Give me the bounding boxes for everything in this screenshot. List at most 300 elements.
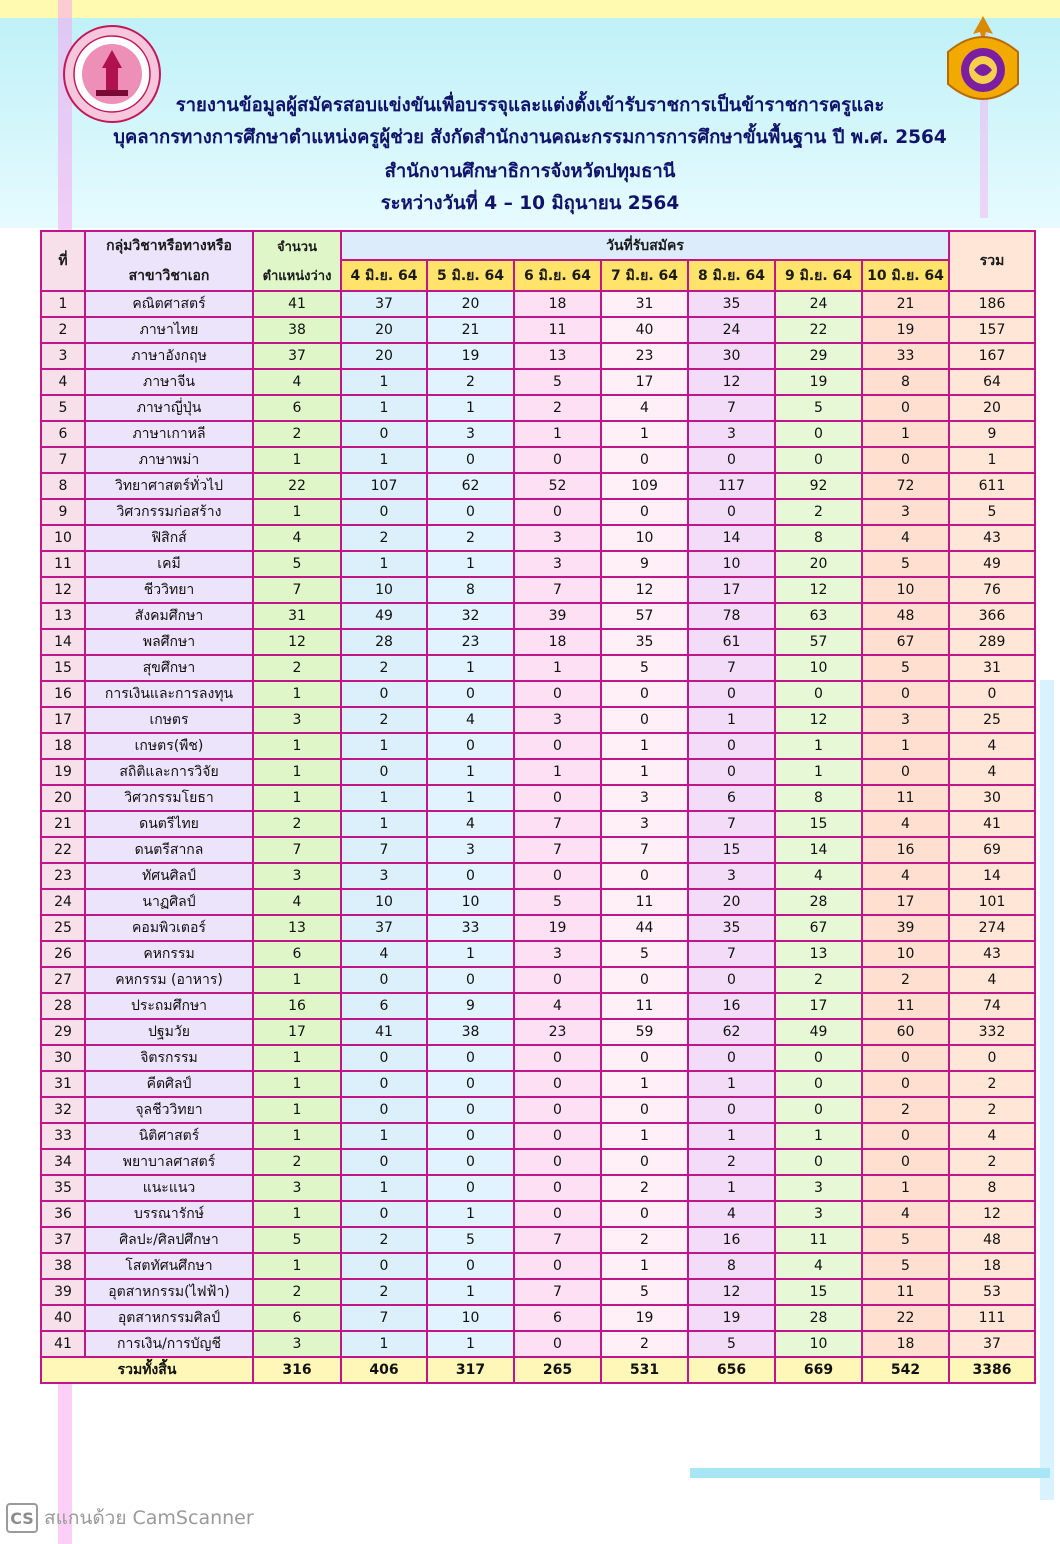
total-vacancies: 316: [253, 1357, 341, 1383]
subject-name: ทัศนศิลป์: [85, 863, 253, 889]
daily-applicant-count: 109: [601, 473, 688, 499]
daily-applicant-count: 12: [688, 1279, 775, 1305]
daily-applicant-count: 8: [862, 369, 949, 395]
table-row: [41, 291, 1035, 317]
daily-applicant-count: 17: [862, 889, 949, 915]
daily-applicant-count: 5: [862, 1227, 949, 1253]
daily-applicant-count: 20: [341, 343, 427, 369]
row-total: 53: [949, 1279, 1035, 1305]
daily-applicant-count: 21: [862, 291, 949, 317]
daily-applicant-count: 0: [601, 1045, 688, 1071]
applicants-table: [40, 230, 1036, 1384]
table-row: [41, 1071, 1035, 1097]
vacancy-count: 17: [253, 1019, 341, 1045]
daily-applicant-count: 1: [862, 1175, 949, 1201]
daily-applicant-count: 0: [688, 1097, 775, 1123]
total-daily-applicants: 406: [341, 1357, 427, 1383]
daily-applicant-count: 1: [688, 1071, 775, 1097]
daily-applicant-count: 59: [601, 1019, 688, 1045]
background-stripe: [690, 1468, 1050, 1478]
table-row: [41, 369, 1035, 395]
daily-applicant-count: 3: [862, 707, 949, 733]
row-total: 37: [949, 1331, 1035, 1357]
vacancy-count: 2: [253, 655, 341, 681]
row-total: 332: [949, 1019, 1035, 1045]
daily-applicant-count: 19: [601, 1305, 688, 1331]
vacancy-count: 16: [253, 993, 341, 1019]
daily-applicant-count: 0: [601, 447, 688, 473]
daily-applicant-count: 11: [862, 785, 949, 811]
daily-applicant-count: 39: [514, 603, 601, 629]
table-row: [41, 655, 1035, 681]
daily-applicant-count: 0: [427, 447, 514, 473]
daily-applicant-count: 11: [862, 993, 949, 1019]
daily-applicant-count: 0: [688, 447, 775, 473]
subject-name: วิทยาศาสตร์ทั่วไป: [85, 473, 253, 499]
row-number: 17: [41, 707, 85, 733]
daily-applicant-count: 1: [775, 759, 862, 785]
daily-applicant-count: 2: [775, 967, 862, 993]
daily-applicant-count: 1: [514, 655, 601, 681]
daily-applicant-count: 35: [601, 629, 688, 655]
daily-applicant-count: 0: [601, 1097, 688, 1123]
subject-name: ภาษาจีน: [85, 369, 253, 395]
row-total: 43: [949, 941, 1035, 967]
daily-applicant-count: 16: [688, 993, 775, 1019]
daily-applicant-count: 107: [341, 473, 427, 499]
daily-applicant-count: 0: [341, 759, 427, 785]
daily-applicant-count: 1: [862, 421, 949, 447]
row-total: 167: [949, 343, 1035, 369]
header-subject-line2: สาขาวิชาเอก: [128, 268, 210, 284]
daily-applicant-count: 30: [688, 343, 775, 369]
daily-applicant-count: 3: [601, 785, 688, 811]
daily-applicant-count: 0: [514, 967, 601, 993]
daily-applicant-count: 0: [775, 1149, 862, 1175]
daily-applicant-count: 4: [862, 1201, 949, 1227]
row-number: 20: [41, 785, 85, 811]
daily-applicant-count: 6: [341, 993, 427, 1019]
row-total: 14: [949, 863, 1035, 889]
daily-applicant-count: 41: [341, 1019, 427, 1045]
daily-applicant-count: 2: [601, 1227, 688, 1253]
daily-applicant-count: 23: [601, 343, 688, 369]
daily-applicant-count: 6: [514, 1305, 601, 1331]
daily-applicant-count: 1: [514, 759, 601, 785]
daily-applicant-count: 0: [514, 1097, 601, 1123]
daily-applicant-count: 0: [862, 681, 949, 707]
vacancy-count: 2: [253, 421, 341, 447]
row-total: 76: [949, 577, 1035, 603]
row-number: 30: [41, 1045, 85, 1071]
header-vacancies-line1: จำนวน: [277, 240, 317, 255]
daily-applicant-count: 10: [862, 941, 949, 967]
daily-applicant-count: 63: [775, 603, 862, 629]
daily-applicant-count: 35: [688, 291, 775, 317]
daily-applicant-count: 40: [601, 317, 688, 343]
daily-applicant-count: 2: [688, 1149, 775, 1175]
daily-applicant-count: 9: [601, 551, 688, 577]
daily-applicant-count: 20: [427, 291, 514, 317]
subject-name: วิศวกรรมโยธา: [85, 785, 253, 811]
background-top-band: [0, 0, 1060, 18]
daily-applicant-count: 2: [514, 395, 601, 421]
daily-applicant-count: 2: [862, 967, 949, 993]
row-number: 31: [41, 1071, 85, 1097]
table-row: [41, 1149, 1035, 1175]
table-row: [41, 1201, 1035, 1227]
subject-name: การเงินและการลงทุน: [85, 681, 253, 707]
row-number: 1: [41, 291, 85, 317]
subject-name: นาฏศิลป์: [85, 889, 253, 915]
daily-applicant-count: 0: [514, 1045, 601, 1071]
row-number: 12: [41, 577, 85, 603]
vacancy-count: 3: [253, 1331, 341, 1357]
vacancy-count: 6: [253, 941, 341, 967]
table-row: [41, 733, 1035, 759]
daily-applicant-count: 1: [775, 733, 862, 759]
daily-applicant-count: 10: [775, 655, 862, 681]
daily-applicant-count: 0: [514, 1149, 601, 1175]
daily-applicant-count: 3: [341, 863, 427, 889]
vacancy-count: 38: [253, 317, 341, 343]
daily-applicant-count: 0: [341, 967, 427, 993]
daily-applicant-count: 1: [341, 369, 427, 395]
daily-applicant-count: 32: [427, 603, 514, 629]
row-number: 34: [41, 1149, 85, 1175]
table-row: [41, 1331, 1035, 1357]
row-number: 27: [41, 967, 85, 993]
header-total: รวม: [949, 231, 1035, 291]
subject-name: พยาบาลศาสตร์: [85, 1149, 253, 1175]
daily-applicant-count: 11: [862, 1279, 949, 1305]
subject-name: ชีววิทยา: [85, 577, 253, 603]
row-number: 13: [41, 603, 85, 629]
daily-applicant-count: 0: [341, 1201, 427, 1227]
report-title-office: สำนักงานศึกษาธิการจังหวัดปทุมธานี: [384, 161, 676, 182]
daily-applicant-count: 0: [341, 1253, 427, 1279]
vacancy-count: 1: [253, 1045, 341, 1071]
header-no: ที่: [41, 231, 85, 291]
table-row: [41, 1045, 1035, 1071]
daily-applicant-count: 0: [427, 1097, 514, 1123]
totals-row: [41, 1357, 1035, 1383]
daily-applicant-count: 0: [427, 1175, 514, 1201]
report-title-line-2: บุคลากรทางการศึกษาตำแหน่งครูผู้ช่วย สังกัดสำนักงานคณะกรรมการการศึกษาขั้นพื้นฐาน ปี พ.ศ. 2564: [113, 127, 947, 148]
daily-applicant-count: 0: [688, 759, 775, 785]
row-number: 37: [41, 1227, 85, 1253]
daily-applicant-count: 3: [514, 551, 601, 577]
daily-applicant-count: 0: [427, 1253, 514, 1279]
table-row: [41, 915, 1035, 941]
daily-applicant-count: 20: [341, 317, 427, 343]
row-number: 25: [41, 915, 85, 941]
subject-name: สถิติและการวิจัย: [85, 759, 253, 785]
daily-applicant-count: 7: [688, 811, 775, 837]
daily-applicant-count: 7: [514, 1279, 601, 1305]
daily-applicant-count: 4: [775, 1253, 862, 1279]
daily-applicant-count: 11: [514, 317, 601, 343]
camscanner-text: สแกนด้วย CamScanner: [44, 1507, 254, 1529]
row-total: 0: [949, 1045, 1035, 1071]
row-total: 1: [949, 447, 1035, 473]
daily-applicant-count: 8: [427, 577, 514, 603]
daily-applicant-count: 9: [427, 993, 514, 1019]
daily-applicant-count: 0: [775, 1097, 862, 1123]
daily-applicant-count: 3: [427, 421, 514, 447]
row-total: 20: [949, 395, 1035, 421]
daily-applicant-count: 14: [688, 525, 775, 551]
daily-applicant-count: 1: [601, 1253, 688, 1279]
vacancy-count: 31: [253, 603, 341, 629]
daily-applicant-count: 0: [862, 759, 949, 785]
vacancy-count: 1: [253, 1097, 341, 1123]
daily-applicant-count: 17: [775, 993, 862, 1019]
daily-applicant-count: 0: [775, 447, 862, 473]
subject-name: โสตทัศนศึกษา: [85, 1253, 253, 1279]
daily-applicant-count: 2: [427, 369, 514, 395]
subject-name: เกษตร: [85, 707, 253, 733]
row-total: 274: [949, 915, 1035, 941]
daily-applicant-count: 12: [775, 707, 862, 733]
daily-applicant-count: 21: [427, 317, 514, 343]
row-total: 9: [949, 421, 1035, 447]
table-row: [41, 1019, 1035, 1045]
daily-applicant-count: 1: [601, 421, 688, 447]
subject-name: วิศวกรรมก่อสร้าง: [85, 499, 253, 525]
daily-applicant-count: 10: [341, 889, 427, 915]
header-date: 8 มิ.ย. 64: [688, 260, 775, 291]
daily-applicant-count: 10: [862, 577, 949, 603]
daily-applicant-count: 0: [427, 1045, 514, 1071]
row-number: 5: [41, 395, 85, 421]
daily-applicant-count: 0: [775, 421, 862, 447]
daily-applicant-count: 24: [688, 317, 775, 343]
vacancy-count: 4: [253, 889, 341, 915]
table-row: [41, 967, 1035, 993]
row-number: 39: [41, 1279, 85, 1305]
table-row: [41, 447, 1035, 473]
subject-name: ประถมศึกษา: [85, 993, 253, 1019]
daily-applicant-count: 0: [514, 1253, 601, 1279]
daily-applicant-count: 7: [341, 1305, 427, 1331]
table-row: [41, 681, 1035, 707]
subject-name: ดนตรีสากล: [85, 837, 253, 863]
table-row: [41, 1123, 1035, 1149]
row-number: 8: [41, 473, 85, 499]
row-total: 49: [949, 551, 1035, 577]
daily-applicant-count: 2: [427, 525, 514, 551]
daily-applicant-count: 15: [775, 1279, 862, 1305]
row-number: 9: [41, 499, 85, 525]
vacancy-count: 7: [253, 577, 341, 603]
table-row: [41, 1227, 1035, 1253]
daily-applicant-count: 67: [775, 915, 862, 941]
daily-applicant-count: 28: [775, 889, 862, 915]
table-row: [41, 343, 1035, 369]
daily-applicant-count: 0: [775, 1045, 862, 1071]
daily-applicant-count: 15: [775, 811, 862, 837]
daily-applicant-count: 3: [427, 837, 514, 863]
daily-applicant-count: 13: [514, 343, 601, 369]
vacancy-count: 2: [253, 1149, 341, 1175]
daily-applicant-count: 19: [514, 915, 601, 941]
daily-applicant-count: 1: [688, 1175, 775, 1201]
daily-applicant-count: 1: [427, 785, 514, 811]
daily-applicant-count: 5: [862, 1253, 949, 1279]
daily-applicant-count: 1: [341, 785, 427, 811]
subject-name: ภาษาพม่า: [85, 447, 253, 473]
daily-applicant-count: 1: [341, 551, 427, 577]
row-total: 157: [949, 317, 1035, 343]
row-total: 64: [949, 369, 1035, 395]
header-subject: [85, 231, 253, 291]
daily-applicant-count: 23: [514, 1019, 601, 1045]
subject-name: อุตสาหกรรม(ไฟฟ้า): [85, 1279, 253, 1305]
daily-applicant-count: 1: [427, 759, 514, 785]
subject-name: เคมี: [85, 551, 253, 577]
daily-applicant-count: 3: [514, 707, 601, 733]
row-number: 38: [41, 1253, 85, 1279]
daily-applicant-count: 0: [427, 1149, 514, 1175]
row-number: 26: [41, 941, 85, 967]
vacancy-count: 4: [253, 525, 341, 551]
daily-applicant-count: 0: [427, 1071, 514, 1097]
daily-applicant-count: 2: [341, 525, 427, 551]
daily-applicant-count: 0: [514, 499, 601, 525]
subject-name: สุขศึกษา: [85, 655, 253, 681]
daily-applicant-count: 1: [427, 1331, 514, 1357]
daily-applicant-count: 7: [514, 837, 601, 863]
daily-applicant-count: 5: [601, 655, 688, 681]
subject-name: ศิลปะ/ศิลปศึกษา: [85, 1227, 253, 1253]
daily-applicant-count: 0: [601, 707, 688, 733]
daily-applicant-count: 7: [514, 577, 601, 603]
row-total: 18: [949, 1253, 1035, 1279]
daily-applicant-count: 24: [775, 291, 862, 317]
daily-applicant-count: 1: [775, 1123, 862, 1149]
daily-applicant-count: 0: [775, 681, 862, 707]
row-number: 6: [41, 421, 85, 447]
daily-applicant-count: 57: [601, 603, 688, 629]
row-total: 30: [949, 785, 1035, 811]
row-total: 69: [949, 837, 1035, 863]
daily-applicant-count: 1: [341, 395, 427, 421]
vacancy-count: 22: [253, 473, 341, 499]
row-number: 23: [41, 863, 85, 889]
vacancy-count: 2: [253, 811, 341, 837]
daily-applicant-count: 4: [427, 707, 514, 733]
daily-applicant-count: 5: [775, 395, 862, 421]
camscanner-logo-icon: CS: [6, 1503, 38, 1533]
daily-applicant-count: 7: [514, 811, 601, 837]
background-stripe: [1040, 680, 1054, 1500]
daily-applicant-count: 19: [775, 369, 862, 395]
daily-applicant-count: 0: [862, 1123, 949, 1149]
daily-applicant-count: 3: [775, 1201, 862, 1227]
daily-applicant-count: 4: [514, 993, 601, 1019]
row-total: 186: [949, 291, 1035, 317]
daily-applicant-count: 48: [862, 603, 949, 629]
daily-applicant-count: 28: [775, 1305, 862, 1331]
daily-applicant-count: 6: [688, 785, 775, 811]
daily-applicant-count: 1: [341, 1175, 427, 1201]
daily-applicant-count: 44: [601, 915, 688, 941]
total-daily-applicants: 542: [862, 1357, 949, 1383]
daily-applicant-count: 2: [341, 655, 427, 681]
table-row: [41, 863, 1035, 889]
daily-applicant-count: 4: [341, 941, 427, 967]
table-row: [41, 629, 1035, 655]
header-date: 4 มิ.ย. 64: [341, 260, 427, 291]
daily-applicant-count: 52: [514, 473, 601, 499]
daily-applicant-count: 11: [601, 889, 688, 915]
table-row: [41, 317, 1035, 343]
daily-applicant-count: 3: [514, 941, 601, 967]
row-number: 19: [41, 759, 85, 785]
daily-applicant-count: 2: [601, 1331, 688, 1357]
subject-name: คณิตศาสตร์: [85, 291, 253, 317]
daily-applicant-count: 7: [341, 837, 427, 863]
daily-applicant-count: 5: [427, 1227, 514, 1253]
daily-applicant-count: 3: [601, 811, 688, 837]
daily-applicant-count: 0: [514, 1331, 601, 1357]
daily-applicant-count: 37: [341, 915, 427, 941]
daily-applicant-count: 0: [427, 499, 514, 525]
daily-applicant-count: 4: [427, 811, 514, 837]
daily-applicant-count: 5: [601, 941, 688, 967]
daily-applicant-count: 8: [688, 1253, 775, 1279]
daily-applicant-count: 10: [341, 577, 427, 603]
daily-applicant-count: 1: [427, 655, 514, 681]
daily-applicant-count: 2: [341, 1227, 427, 1253]
daily-applicant-count: 0: [862, 395, 949, 421]
daily-applicant-count: 10: [427, 1305, 514, 1331]
daily-applicant-count: 20: [775, 551, 862, 577]
row-total: 2: [949, 1071, 1035, 1097]
table-row: [41, 525, 1035, 551]
daily-applicant-count: 0: [688, 733, 775, 759]
daily-applicant-count: 0: [341, 1149, 427, 1175]
vacancy-count: 3: [253, 863, 341, 889]
subject-name: เกษตร(พืช): [85, 733, 253, 759]
daily-applicant-count: 4: [862, 863, 949, 889]
total-daily-applicants: 317: [427, 1357, 514, 1383]
daily-applicant-count: 0: [514, 447, 601, 473]
daily-applicant-count: 3: [688, 863, 775, 889]
row-total: 4: [949, 1123, 1035, 1149]
table-row: [41, 1279, 1035, 1305]
daily-applicant-count: 3: [688, 421, 775, 447]
daily-applicant-count: 1: [601, 1071, 688, 1097]
row-number: 32: [41, 1097, 85, 1123]
daily-applicant-count: 117: [688, 473, 775, 499]
daily-applicant-count: 18: [862, 1331, 949, 1357]
vacancy-count: 12: [253, 629, 341, 655]
table-row: [41, 811, 1035, 837]
vacancy-count: 1: [253, 733, 341, 759]
vacancy-count: 1: [253, 1201, 341, 1227]
daily-applicant-count: 0: [514, 785, 601, 811]
daily-applicant-count: 2: [341, 1279, 427, 1305]
header-date: 6 มิ.ย. 64: [514, 260, 601, 291]
row-number: 22: [41, 837, 85, 863]
row-number: 15: [41, 655, 85, 681]
subject-name: จุลชีววิทยา: [85, 1097, 253, 1123]
daily-applicant-count: 0: [514, 733, 601, 759]
daily-applicant-count: 78: [688, 603, 775, 629]
table-row: [41, 551, 1035, 577]
